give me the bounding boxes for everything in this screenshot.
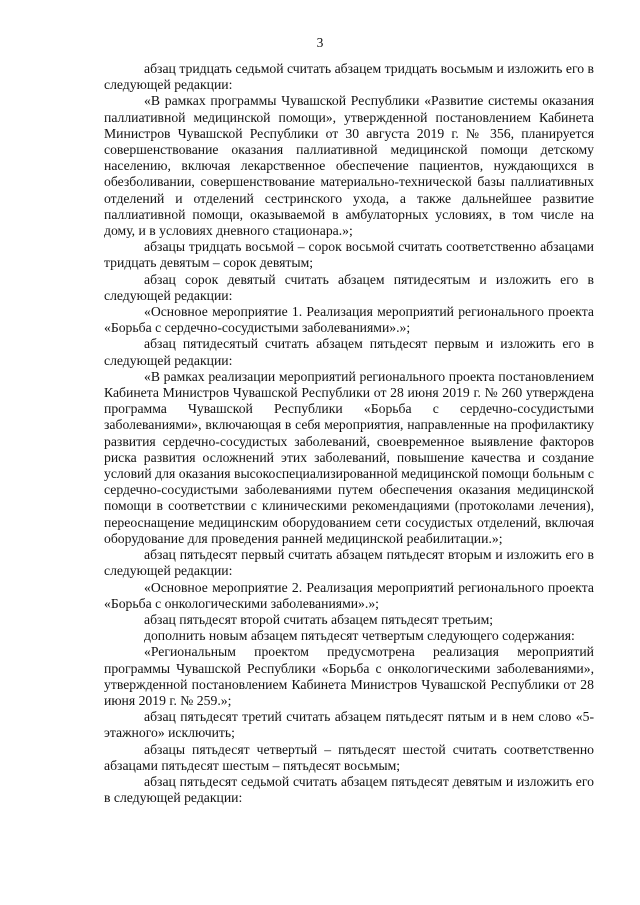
- paragraph: абзац пятидесятый считать абзацем пятьдесят первым и изложить его в следующей редакции:: [104, 336, 594, 368]
- paragraph: абзац пятьдесят седьмой считать абзацем пятьдесят девятым и изложить его в следующей редакции:: [104, 773, 594, 806]
- paragraph: абзац пятьдесят второй считать абзацем пятьдесят третьим;: [144, 611, 494, 627]
- paragraph: «Основное мероприятие 1. Реализация мероприятий регионального проекта «Борьба с сердечно-сосудистыми заболеваниями».»;: [104, 304, 594, 336]
- document-body: [104, 61, 594, 806]
- paragraph: «В рамках программы Чувашской Республики «Развитие системы оказания паллиативной медицинской помощи», утвержденной постановлением Кабинета Министров Чувашской Республики от 30 августа 2019 г. № 356, планируется совершенствование оказания паллиативной медицинской помощи детскому населению, включая лекарственное обеспечение пациентов, нуждающихся в обезболивании, совершенствование материально-технической базы паллиативных отделений и отделений сестринского ухода, а также дальнейшее развитие паллиативной помощи, оказываемой в амбулаторных условиях, в том числе на дому, и в условиях дневного стационара.»;: [104, 93, 594, 239]
- paragraph: «Региональным проектом предусмотрена реализация мероприятий программы Чувашской Республики «Борьба с онкологическими заболеваниями», утвержденной постановлением Кабинета Министров Чувашской Республики от 28 июня 2019 г. № 259.»;: [104, 644, 594, 708]
- page-number: 3: [316, 35, 324, 50]
- paragraph: дополнить новым абзацем пятьдесят четвертым следующего содержания:: [144, 628, 575, 644]
- paragraph: абзацы тридцать восьмой – сорок восьмой считать соответственно абзацами тридцать девятым – сорок девятым;: [104, 239, 594, 271]
- paragraph: абзац сорок девятый считать абзацем пятидесятым и изложить его в следующей редакции:: [104, 271, 594, 303]
- paragraph: абзац пятьдесят первый считать абзацем пятьдесят вторым и изложить его в следующей редакции:: [104, 547, 594, 579]
- paragraph: «В рамках реализации мероприятий регионального проекта постановлением Кабинета Министров Чувашской Республики от 28 июня 2019 г. № 260 утверждена программа Чувашской Республики «Борьба с сердечно-сосудистыми заболеваниями», включающая в себя мероприятия, направленные на профилактику развития сердечно-сосудистых заболеваний, своевременное выявление факторов риска развития осложнений этих заболеваний, повышение качества и создание условий для оказания высокоспециализированной медицинской помощи больным с сердечно-сосудистыми заболеваниями путем обеспечения оказания медицинской помощи в соответствии с клиническими рекомендациями (протоколами лечения), переоснащение медицинским оборудованием сети сосудистых отделений, включая оборудование для проведения ранней медицинской реабилитации.»;: [104, 368, 594, 546]
- paragraph: абзац тридцать седьмой считать абзацем тридцать восьмым и изложить его в следующей редакции:: [104, 61, 594, 93]
- paragraph: абзац пятьдесят третий считать абзацем пятьдесят пятым и в нем слово «5-этажного» исключить;: [104, 709, 594, 741]
- paragraph: «Основное мероприятие 2. Реализация мероприятий регионального проекта «Борьба с онкологическими заболеваниями».»;: [104, 579, 594, 611]
- paragraph: абзацы пятьдесят четвертый – пятьдесят шестой считать соответственно абзацами пятьдесят шестым – пятьдесят восьмым;: [104, 741, 594, 773]
